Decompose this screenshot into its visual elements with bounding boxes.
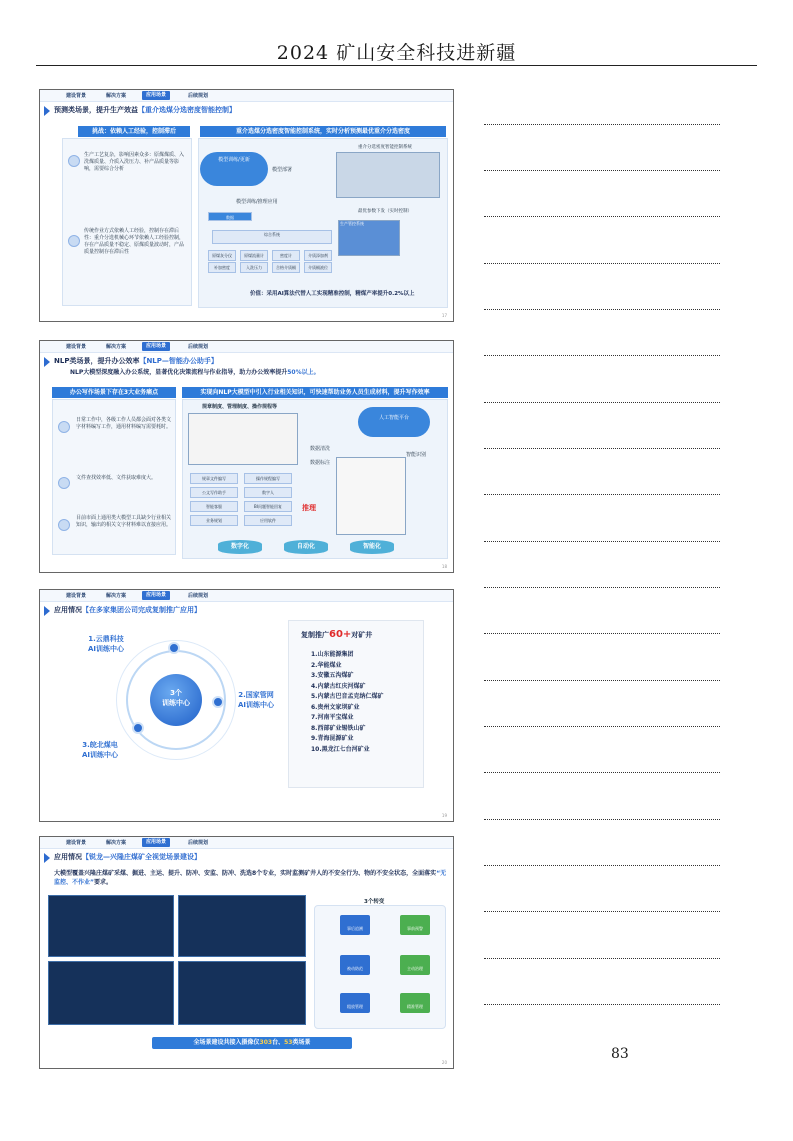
slide-18 (39, 340, 454, 573)
platform-chip: 综合系统 (212, 230, 332, 244)
value-statement: 价值：采用AI算法代替人工实现精准控制，精煤产率提升0.2%以上 (250, 291, 415, 297)
note-line (484, 819, 720, 820)
pain-points-header: 办公写作场景下存在3大业务痛点 (52, 387, 176, 398)
nav-item-active: 应用场景 (142, 591, 170, 600)
page-header: 2024 矿山安全科技进新疆 (276, 42, 517, 64)
camera-summary: 全场景建设共接入摄像仪303台、53类场景 (152, 1037, 352, 1049)
note-line (484, 355, 720, 356)
nav-item-active: 应用场景 (142, 838, 170, 847)
page-number: 83 (611, 1046, 629, 1062)
nav-item-active: 应用场景 (142, 342, 170, 351)
data-chip: 数据 (208, 212, 252, 221)
note-line (484, 263, 720, 264)
system-label: 重介分选密度智能控制系统 (358, 145, 412, 150)
slide-20 (39, 836, 454, 1069)
nav-item: 后续规划 (188, 840, 209, 846)
production-label: 生产管控系统 (340, 221, 364, 226)
solution-header: 重介选煤分选密度智能控制系统，实时分析预测最优重介分选密度 (200, 126, 446, 137)
note-line (484, 680, 720, 681)
coverage-text: 大模型覆盖兴隆庄煤矿采煤、掘进、主运、提升、防冲、安监、防冲、洗选8个专业，实时监测矿井人的不安全行为、物的不安全状态，全面落实“无监控、不作业”要求。 (54, 870, 447, 886)
node-icon (212, 696, 224, 708)
avatar-icon (68, 235, 80, 247)
pain-point-1: 日常工作中，各级工作人员都会面对各类文字材料编写工作，通用材料编写需要耗时。 (76, 417, 172, 430)
list-item: 9.青海昆源矿业 (311, 735, 354, 742)
nav-item: 后续规划 (188, 344, 209, 350)
note-line (484, 1004, 720, 1005)
nav-item: 建设背景 (66, 344, 87, 350)
note-line (484, 309, 720, 310)
challenge-point-2: 传统作业方式依赖人工经验，控制存在滞后性：重介分选机械心环节依赖人工经验控制，存在产品质量不稳定、原煤质量波动时，产品质量控制存在滞后性 (84, 228, 185, 255)
title-chevron-icon (44, 357, 50, 367)
monitor-screenshot (178, 895, 306, 957)
sensor-chip: 密度计 (272, 250, 300, 261)
solution-header: 实现向NLP大模型中引入行业相关知识，可快速帮助业务人员生成材料，提升写作效率 (182, 387, 448, 398)
list-item: 6.贵州文家坝矿业 (311, 703, 360, 711)
smart-recognition-label: 智能识别 (406, 452, 427, 458)
pain-point-3: 目前市面上通用类大模型工具缺少行业相关知识，输出的相关文字材料难以直接应用。 (76, 515, 172, 528)
avatar-icon (58, 477, 70, 489)
replication-heading: 复制推广60+对矿井 (301, 629, 373, 640)
monitor-screenshot (178, 961, 306, 1025)
note-line (484, 402, 720, 403)
title-chevron-icon (44, 106, 50, 116)
slide-title: NLP类场景，提升办公效率【NLP—智能办公助手】 (54, 357, 218, 365)
monitor-screenshot (48, 961, 174, 1025)
mine-list (311, 649, 383, 754)
transforms-heading: 3个转变 (364, 899, 385, 905)
list-item: 1.山东能源集团 (311, 651, 354, 658)
list-item: 5.内蒙古巴音孟克纳仁煤矿 (311, 693, 384, 700)
function-chip: BI问题智能回复 (244, 501, 292, 512)
note-line (484, 170, 720, 171)
function-chip: 应用软件 (244, 515, 292, 526)
function-chip: 数字人 (244, 487, 292, 498)
list-item: 2.华能煤业 (311, 661, 342, 669)
slide-title: 应用情况【锐龙—兴隆庄煤矿全视觉场景建设】 (54, 853, 201, 861)
training-cloud: 模型训练/更新 (200, 152, 268, 186)
slide-page-number: 20 (441, 1060, 447, 1065)
transform-after: 主动治理 (400, 955, 430, 975)
function-chip: 规章文件编写 (190, 473, 238, 484)
center-ball: 3个 训练中心 (150, 674, 202, 726)
assistant-screenshot (336, 457, 406, 535)
note-line (484, 633, 720, 634)
function-chip: 智能客服 (190, 501, 238, 512)
nav-item: 建设背景 (66, 93, 87, 99)
nav-item: 建设背景 (66, 840, 87, 846)
note-line (484, 124, 720, 125)
sensor-chip: 原煤流量计 (240, 250, 268, 261)
slide-page-number: 19 (441, 813, 447, 818)
nav-item-active: 应用场景 (142, 91, 170, 100)
deploy-label: 模型部署 (272, 167, 293, 173)
transform-before: 事后追溯 (340, 915, 370, 935)
inference-label: 推理 (302, 504, 316, 512)
title-chevron-icon (44, 853, 50, 863)
note-line (484, 494, 720, 495)
challenge-header: 挑战：依赖人工经验，控制滞后 (78, 126, 190, 137)
node-icon (168, 642, 180, 654)
base-intelligent: 智能化 (350, 540, 394, 554)
header-rule (36, 65, 757, 66)
list-item: 3.安徽五沟煤矿 (311, 672, 354, 679)
transform-after: 精准管理 (400, 993, 430, 1013)
slide-17 (39, 89, 454, 322)
avatar-icon (58, 519, 70, 531)
replication-card (288, 620, 424, 788)
sensor-chip: 入洗压力 (240, 262, 268, 273)
transform-after: 事前预警 (400, 915, 430, 935)
train-infer-label: 模型训练/推理应用 (236, 199, 278, 205)
note-line (484, 911, 720, 912)
base-automation: 自动化 (284, 540, 328, 554)
data-clean-label: 数据清洗 (310, 446, 331, 452)
slide-nav (40, 837, 453, 849)
base-digital: 数字化 (218, 540, 262, 554)
transform-before: 被动防范 (340, 955, 370, 975)
slide-title: 预测类场景，提升生产效益【重介选煤分选密度智能控制】 (54, 106, 236, 114)
instruction-label: 最优参数下发（实时控制） (358, 209, 412, 214)
docs-label: 规章制度、管理制度、操作规程等 (202, 404, 278, 410)
nav-item: 解决方案 (106, 840, 127, 846)
note-line (484, 587, 720, 588)
function-chip: 业务规划 (190, 515, 238, 526)
sensor-chip: 原煤灰分仪 (208, 250, 236, 261)
list-item: 4.内蒙古红庆河煤矿 (311, 682, 366, 690)
slide-nav (40, 90, 453, 102)
pain-point-2: 文件查找效率低、文件获取难度大。 (76, 475, 157, 481)
note-line (484, 865, 720, 866)
sensor-chip: 合格介质桶 (272, 262, 300, 273)
slide-subtitle: NLP大模型深度融入办公系统，显著优化决策流程与作业指导，助力办公效率提升50%以上。 (70, 369, 320, 376)
control-system-screenshot (336, 152, 440, 198)
note-line (484, 772, 720, 773)
monitor-screenshot (48, 895, 174, 957)
ai-platform-cloud: 人工智能平台 (358, 407, 430, 437)
center-1-label: 1.云鼎科技 AI训练中心 (87, 635, 125, 653)
avatar-icon (58, 421, 70, 433)
note-line (484, 216, 720, 217)
annotate-label: 数据标注 (310, 460, 331, 466)
challenge-point-1: 生产工艺复杂，影响因素众多：原煤煤质、入洗煤质量、介质入洗压力、补产品质量等影响，需要综合分析 (84, 152, 185, 172)
sensor-chip: 介质添加剂 (304, 250, 332, 261)
nav-item: 解决方案 (106, 593, 127, 599)
nav-item: 后续规划 (188, 593, 209, 599)
function-chip: 公文写作助手 (190, 487, 238, 498)
center-2-label: 2.国家管网 AI训练中心 (237, 691, 275, 709)
list-item: 7.河南平宝煤业 (311, 714, 354, 721)
slide-title: 应用情况【在多家集团公司完成复制推广应用】 (54, 606, 201, 614)
note-line (484, 448, 720, 449)
center-3-label: 3.皖北煤电 AI训练中心 (81, 741, 119, 759)
nav-item: 解决方案 (106, 93, 127, 99)
avatar-icon (68, 155, 80, 167)
note-line (484, 958, 720, 959)
function-chip: 操作规程编写 (244, 473, 292, 484)
slide-nav (40, 590, 453, 602)
sensor-chip: 补加密度 (208, 262, 236, 273)
list-item: 10.黑龙江七台河矿业 (311, 745, 370, 753)
note-line (484, 541, 720, 542)
slide-19 (39, 589, 454, 822)
slide-page-number: 17 (441, 313, 447, 318)
sensor-chip: 介质桶液位 (304, 262, 332, 273)
nav-item: 解决方案 (106, 344, 127, 350)
title-chevron-icon (44, 606, 50, 616)
nav-item: 后续规划 (188, 93, 209, 99)
list-item: 8.西部矿业锡铁山矿 (311, 724, 366, 732)
documents-image (188, 413, 298, 465)
slide-page-number: 18 (441, 564, 447, 569)
note-line (484, 726, 720, 727)
slide-nav (40, 341, 453, 353)
nav-item: 建设背景 (66, 593, 87, 599)
node-icon (132, 722, 144, 734)
transform-before: 粗放管理 (340, 993, 370, 1013)
